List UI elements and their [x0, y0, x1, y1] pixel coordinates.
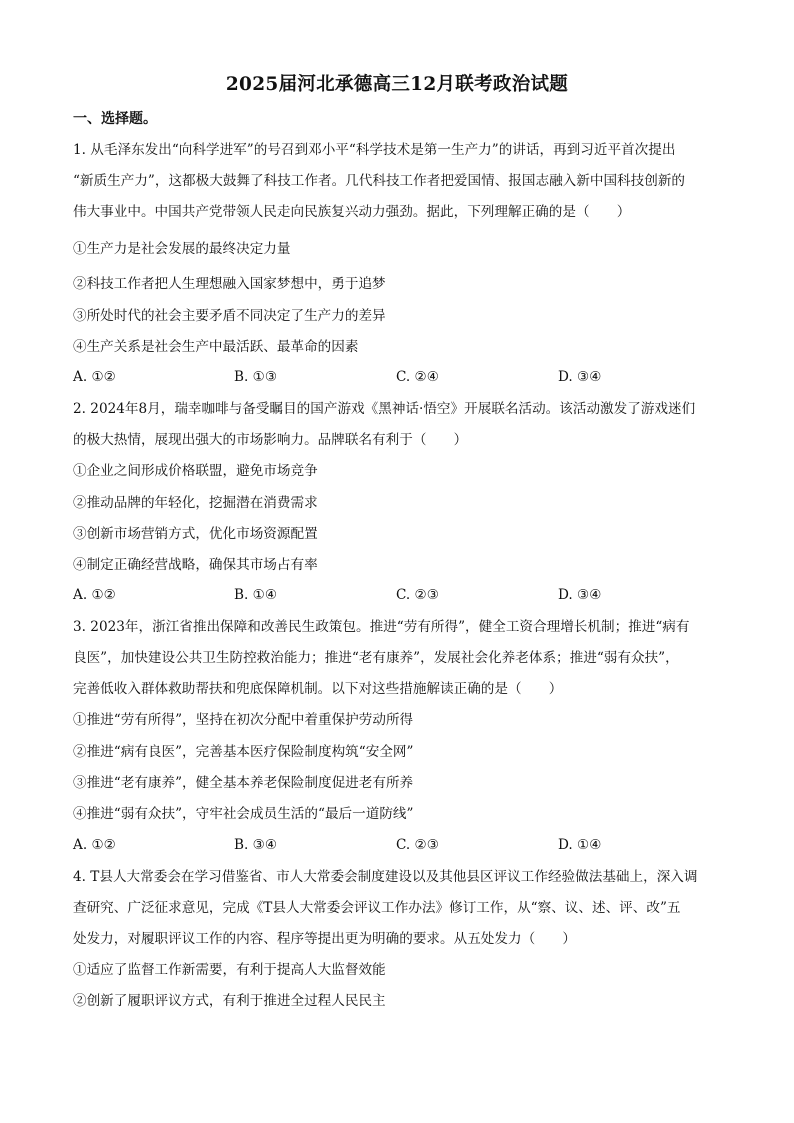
- option-b: B. ③④: [234, 837, 278, 853]
- q4-stem-line: 处发力，对履职评议工作的内容、程序等提出更为明确的要求。从五处发力（ ）: [73, 931, 576, 947]
- q1-statement: ①生产力是社会发展的最终决定力量: [73, 241, 291, 257]
- q3-stem-line: 3. 2023年，浙江省推出保障和改善民生政策包。推进“劳有所得”，健全工资合理增长机制；推进“病有: [73, 619, 690, 635]
- q4-stem-line: 4. T县人大常委会在学习借鉴省、市人大常委会制度建设以及其他县区评议工作经验做法基础上，深入调: [73, 869, 698, 885]
- option-a: A. ①②: [73, 837, 116, 853]
- q2-stem-line: 的极大热情，展现出强大的市场影响力。品牌联名有利于（ ）: [73, 432, 468, 448]
- q1-statement: ③所处时代的社会主要矛盾不同决定了生产力的差异: [73, 308, 386, 324]
- q1-statement: ④生产关系是社会生产中最活跃、最革命的因素: [73, 339, 359, 355]
- option-d: D. ③④: [558, 369, 602, 385]
- q1-stem-line: “新质生产力”，这都极大鼓舞了科技工作者。几代科技工作者把爱国情、报国志融入新中国科技创新的: [73, 173, 686, 189]
- option-a: A. ①②: [73, 369, 116, 385]
- q1-stem-line: 伟大事业中。中国共产党带领人民走向民族复兴动力强劲。据此，下列理解正确的是（ ）: [73, 204, 631, 220]
- q4-stem-line: 查研究、广泛征求意见，完成《T县人大常委会评议工作办法》修订工作，从“察、议、述、评、改”五: [73, 900, 681, 916]
- q2-statement: ②推动品牌的年轻化，挖掘潜在消费需求: [73, 495, 318, 511]
- q3-statement: ②推进“病有良医”，完善基本医疗保险制度构筑“安全网”: [73, 744, 414, 760]
- option-c: C. ②④: [396, 369, 439, 385]
- q1-stem-line: 1. 从毛泽东发出“向科学进军”的号召到邓小平“科学技术是第一生产力”的讲话，再到习近平首次提出: [73, 142, 676, 158]
- option-c: C. ②③: [396, 587, 439, 603]
- q2-options: [73, 587, 733, 605]
- option-b: B. ①④: [234, 587, 278, 603]
- option-b: B. ①③: [234, 369, 278, 385]
- q4-statement: ②创新了履职评议方式，有利于推进全过程人民民主: [73, 993, 386, 1009]
- option-a: A. ①②: [73, 587, 116, 603]
- option-d: D. ③④: [558, 587, 602, 603]
- q2-stem-line: 2. 2024年8月，瑞幸咖啡与备受瞩目的国产游戏《黑神话·悟空》开展联名活动。该活动激发了游戏迷们: [73, 401, 696, 417]
- option-d: D. ①④: [558, 837, 602, 853]
- q3-options: [73, 837, 733, 855]
- q2-statement: ①企业之间形成价格联盟，避免市场竞争: [73, 463, 318, 479]
- q1-options: [73, 369, 733, 387]
- q3-stem-line: 完善低收入群体救助帮扶和兜底保障机制。以下对这些措施解读正确的是（ ）: [73, 681, 563, 697]
- q2-statement: ④制定正确经营战略，确保其市场占有率: [73, 557, 318, 573]
- q3-statement: ①推进“劳有所得”，坚持在初次分配中着重保护劳动所得: [73, 712, 414, 728]
- q2-statement: ③创新市场营销方式，优化市场资源配置: [73, 526, 318, 542]
- q3-stem-line: 良医”，加快建设公共卫生防控救治能力；推进“老有康养”，发展社会化养老体系；推进“弱有众扶”，: [73, 650, 679, 666]
- q1-statement: ②科技工作者把人生理想融入国家梦想中，勇于追梦: [73, 276, 386, 292]
- option-c: C. ②③: [396, 837, 439, 853]
- q3-statement: ④推进“弱有众扶”，守牢社会成员生活的“最后一道防线”: [73, 806, 414, 822]
- section-heading: 一、选择题。: [73, 111, 157, 127]
- q3-statement: ③推进“老有康养”，健全基本养老保险制度促进老有所养: [73, 775, 414, 791]
- page-title: 2025届河北承德高三12月联考政治试题: [225, 74, 569, 95]
- q4-statement: ①适应了监督工作新需要，有利于提高人大监督效能: [73, 962, 386, 978]
